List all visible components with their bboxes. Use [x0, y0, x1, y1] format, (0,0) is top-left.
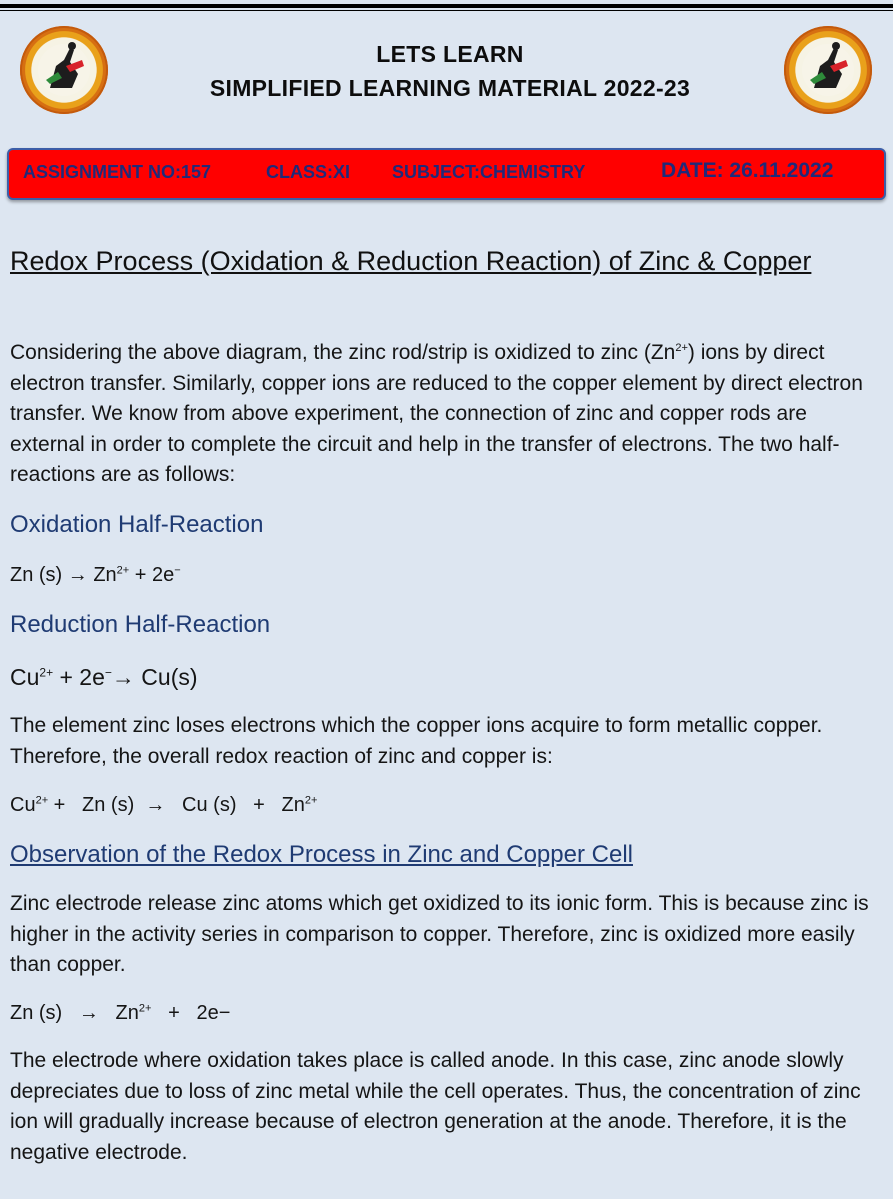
eq-part: Zn (s) → Zn: [10, 564, 117, 586]
logo-right: [784, 26, 872, 114]
observation-heading: Observation of the Redox Process in Zinc and Copper Cell: [10, 841, 633, 868]
oxidation-equation: [10, 564, 181, 587]
intro-paragraph: [10, 338, 872, 491]
assignment-banner: [7, 148, 886, 200]
eq-sup: 2+: [116, 564, 130, 577]
assignment-number: ASSIGNMENT NO:157: [23, 162, 212, 182]
observation-equation: [10, 1002, 230, 1025]
logo-emblem-icon: [20, 26, 108, 114]
date-label: DATE: 26.11.2022: [661, 159, 834, 182]
intro-text-start: Considering the above diagram, the zinc rod/strip is oxidized to zinc (Zn: [10, 341, 676, 364]
page-heading: Redox Process (Oxidation & Reduction Reaction) of Zinc & Copper: [10, 246, 812, 276]
eq-part: Cu: [10, 664, 40, 690]
top-border-thin: [0, 10, 893, 11]
top-border-thick: [0, 4, 893, 8]
eq-sup: 2+: [304, 794, 318, 807]
oxidation-heading: Oxidation Half-Reaction: [10, 511, 264, 538]
eq-part: Cu: [10, 794, 36, 816]
reduction-heading: Reduction Half-Reaction: [10, 611, 271, 638]
eq-sup: 2+: [138, 1002, 152, 1015]
anode-paragraph: The electrode where oxidation takes place is called anode. In this case, zinc anode slowly depreciates due to loss of zinc metal while the cell operates. Thus, the concentration of zinc ion will gradually increase because of electron generation at the anode. Therefore, it is the negative electrode.: [10, 1049, 861, 1164]
overall-equation: [10, 794, 317, 817]
eq-sup: −: [174, 564, 181, 577]
logo-left: [20, 26, 108, 114]
header-title: LETS LEARN: [376, 41, 524, 67]
header-subtitle: SIMPLIFIED LEARNING MATERIAL 2022-23: [209, 75, 691, 101]
intro-text-end: ) ions by direct electron transfer. Similarly, copper ions are reduced to the copper element by direct electron transfer. We know from above experiment, the connection of zinc and copper rods are external in order to complete the circuit and help in the transfer of electrons. The two half-reactions are as follows:: [10, 341, 863, 486]
overall-paragraph: The element zinc loses electrons which the copper ions acquire to form metallic copper. Therefore, the overall redox reaction of zinc and copper is:: [10, 714, 823, 768]
eq-sup: 2+: [35, 794, 49, 807]
eq-part: + Zn (s) → Cu (s) + Zn: [48, 794, 305, 816]
eq-part: + 2e: [129, 564, 175, 586]
eq-part: → Cu(s): [111, 664, 198, 690]
eq-sup: 2+: [39, 665, 54, 680]
class-label: CLASS:XI: [266, 162, 351, 182]
eq-part: Zn (s) → Zn: [10, 1002, 139, 1024]
eq-part: + 2e−: [151, 1002, 231, 1024]
logo-emblem-icon: [784, 26, 872, 114]
intro-superscript: 2+: [675, 342, 688, 354]
eq-part: + 2e: [53, 664, 105, 690]
eq-sup: −: [104, 665, 112, 680]
reduction-equation: [10, 664, 198, 691]
subject-label: SUBJECT:CHEMISTRY: [392, 162, 586, 182]
observation-paragraph: Zinc electrode release zinc atoms which get oxidized to its ionic form. This is because zinc is higher in the activity series in comparison to copper. Therefore, zinc is oxidized more easily than copper.: [10, 892, 869, 976]
